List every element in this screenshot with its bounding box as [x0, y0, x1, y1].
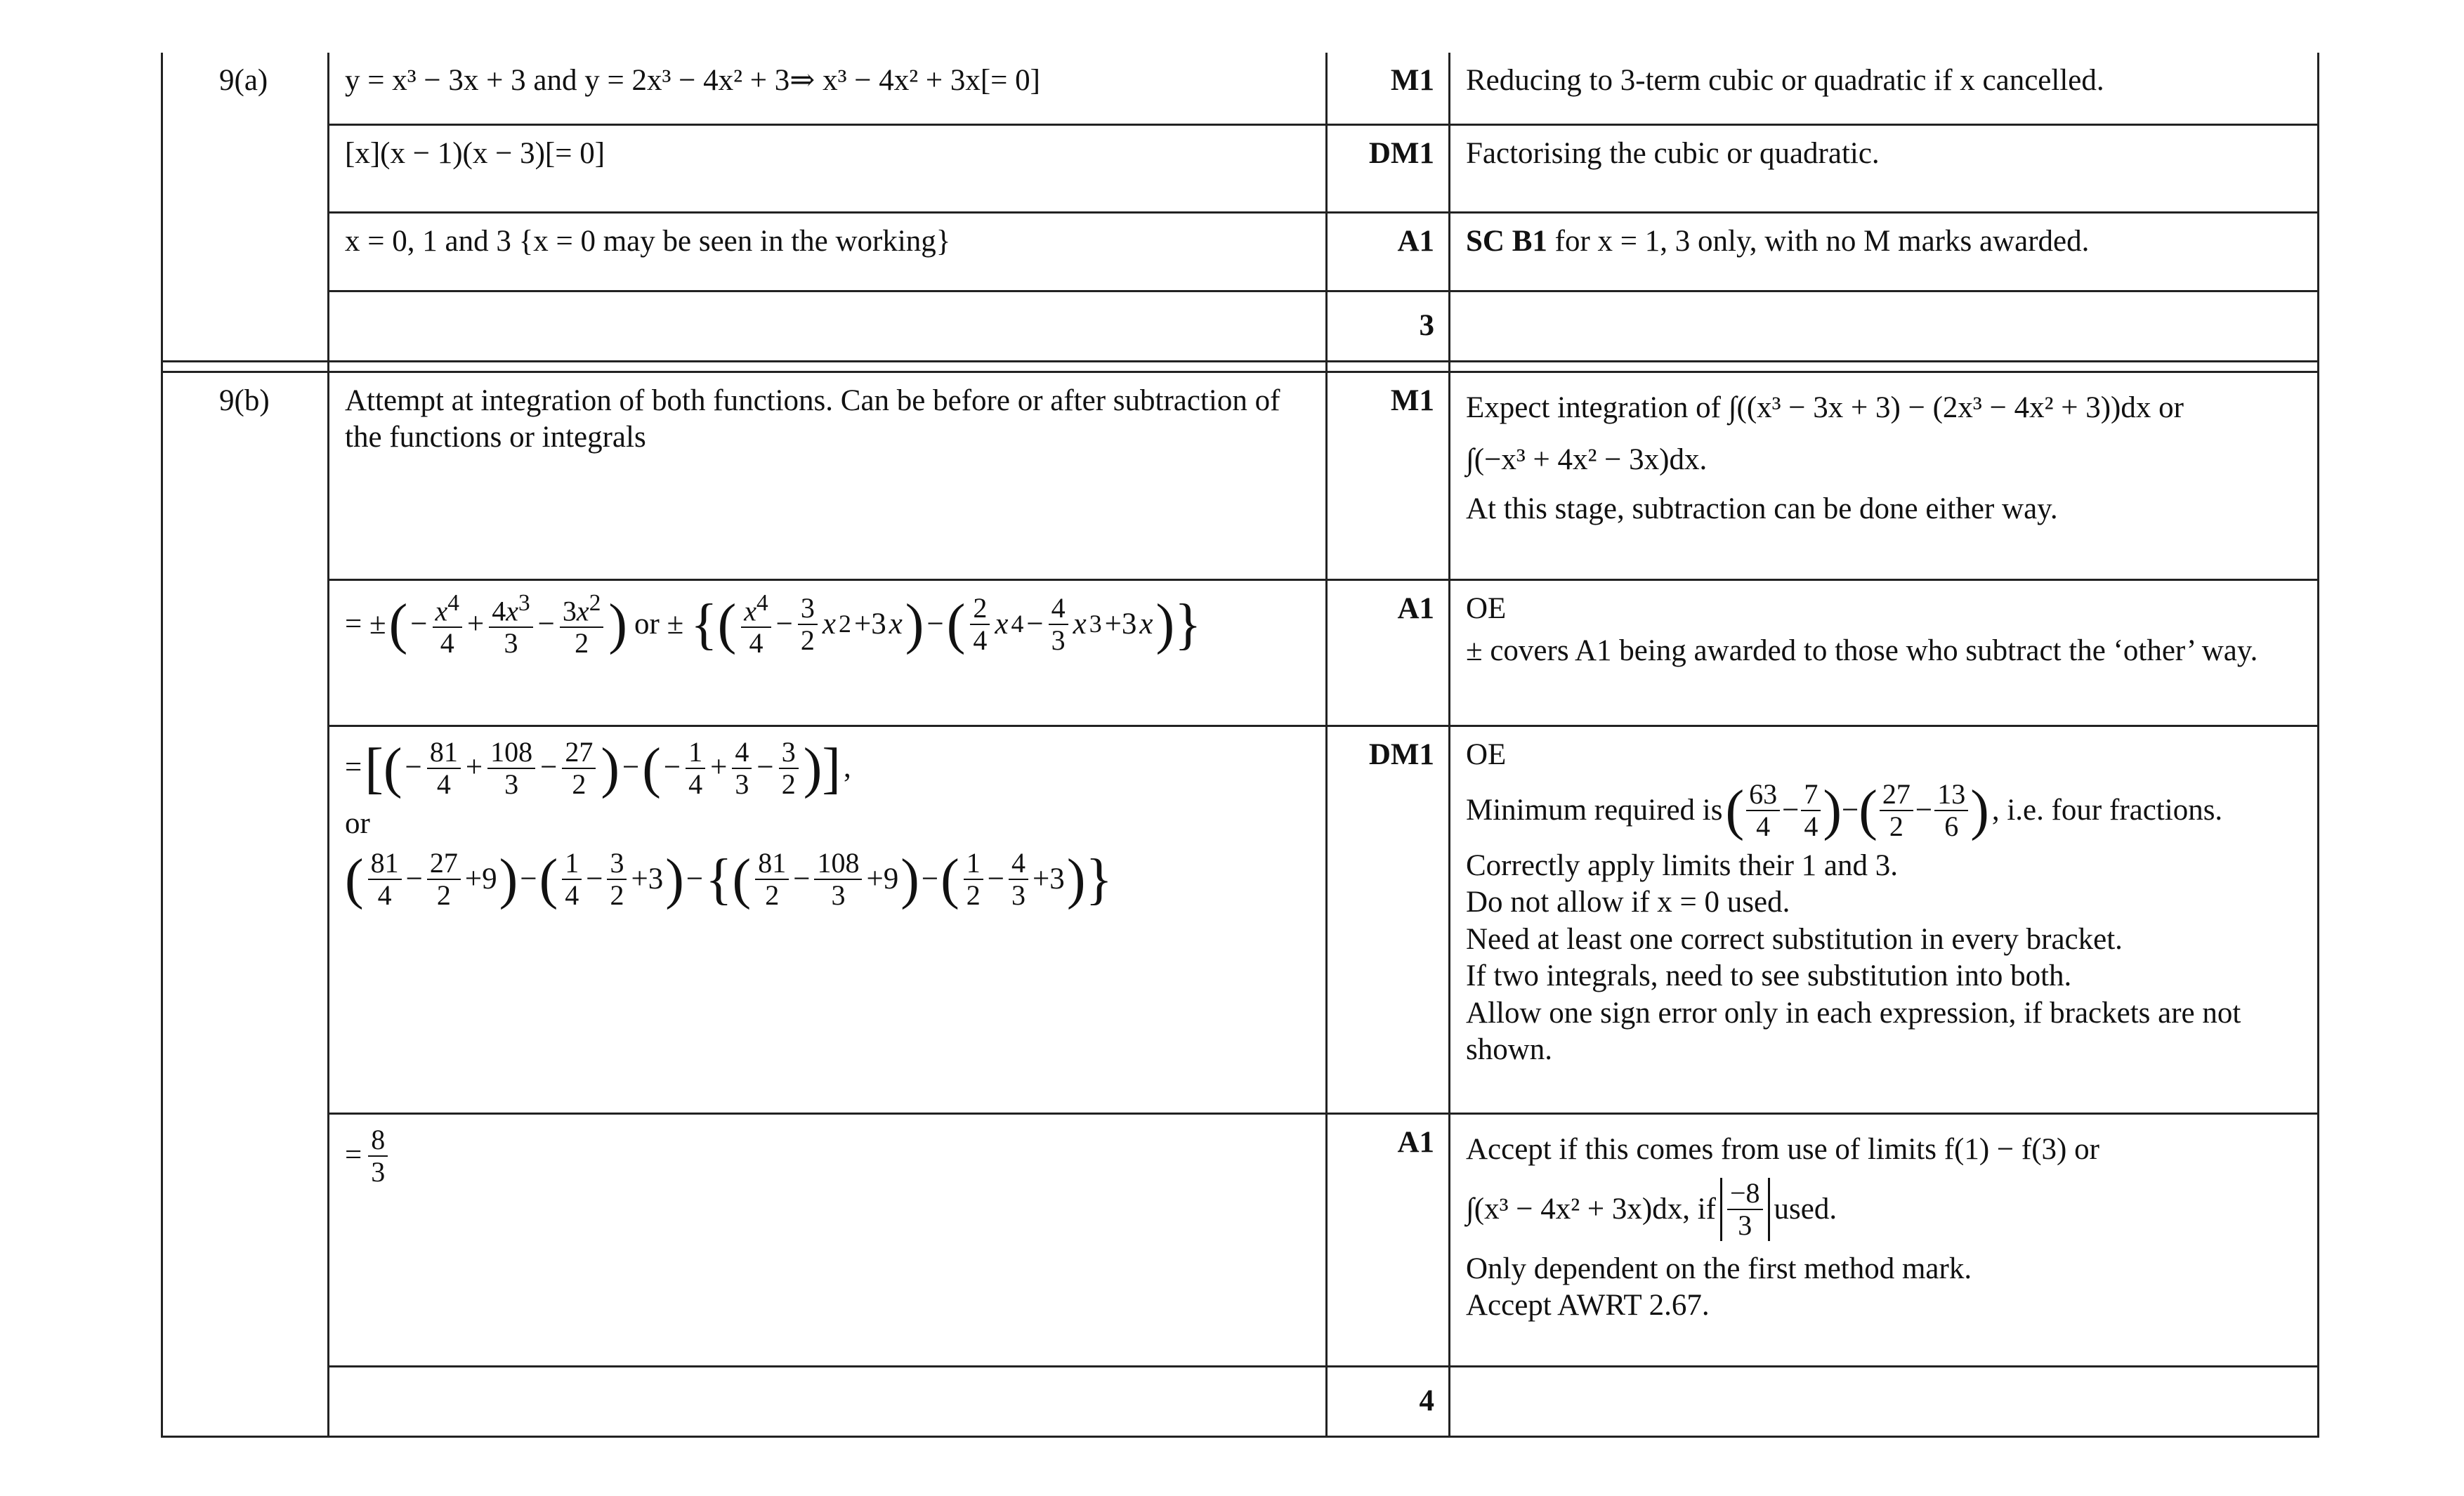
- guidance-cell: [1450, 212, 2319, 291]
- guidance-text: Allow one sign error only in each expression, if brackets are not shown.: [1466, 996, 2241, 1067]
- table-row: [162, 124, 2319, 212]
- guidance-cell: [1450, 579, 2319, 726]
- mark-cell: DM1: [1327, 726, 1450, 1113]
- answer-cell: x = 0, 1 and 3 {x = 0 may be seen in the working}: [329, 212, 1327, 291]
- question-number: 9(b): [162, 372, 329, 1436]
- guidance-text: Expect integration of: [1466, 391, 1721, 424]
- mark-cell: A1: [1327, 212, 1450, 291]
- guidance-cell: [1450, 372, 2319, 579]
- or-text: or: [2158, 391, 2184, 424]
- mark-cell: A1: [1327, 579, 1450, 726]
- special-case-text: for x = 1, 3 only, with no M marks awarded.: [1554, 224, 2090, 258]
- section-separator: [162, 361, 2319, 372]
- equation-y2: y = 2x³ − 4x² + 3: [584, 64, 790, 97]
- table-row-total: [162, 1366, 2319, 1436]
- table-row: [162, 53, 2319, 124]
- guidance-text: ± covers A1 being awarded to those who subtract the ‘other’ way.: [1466, 634, 2258, 667]
- special-case-label: SC B1: [1466, 224, 1547, 258]
- guidance-text: Correctly apply limits their 1 and 3.: [1466, 848, 1899, 882]
- mark-cell: M1: [1327, 372, 1450, 579]
- guidance-text: Do not allow if x = 0 used.: [1466, 886, 1790, 919]
- guidance-cell: [1450, 291, 2319, 361]
- mark-cell: A1: [1327, 1113, 1450, 1366]
- answer-cell: [329, 124, 1327, 212]
- question-number: 9(a): [162, 53, 329, 361]
- answer-cell: [329, 1113, 1327, 1366]
- answer-cell: Attempt at integration of both functions. Can be before or after subtraction of the functions or integrals: [329, 372, 1327, 579]
- guidance-cell: Reducing to 3-term cubic or quadratic if x cancelled.: [1450, 53, 2319, 124]
- total-mark: 4: [1327, 1366, 1450, 1436]
- integral-expression: ∫(x³ − 4x² + 3x)dx, if: [1466, 1192, 1716, 1226]
- guidance-cell: OE Minimum required is ( $\frac{63}{4}$ − $\frac{7}{4}$ ) − ( $\frac{27}{2}$ − $\frac{13}{6}$ ) , i.e. four fractions. Correctly apply limits their 1 and 3. Do not allow if x = 0 used. Need at least one correct substitution in every bracket. If two integrals, need to see substitution into both. Allow one sign error only in each expression, if brackets are not shown.: [1450, 726, 2319, 1113]
- answer-cell: [329, 291, 1327, 361]
- guidance-text: OE: [1466, 737, 1507, 771]
- equals-sign: =: [345, 1139, 362, 1172]
- table-row: [162, 579, 2319, 726]
- guidance-text: OE: [1466, 591, 1507, 625]
- answer-cell: [329, 1366, 1327, 1436]
- final-answer-fraction: $\frac{8}{3}$: [368, 1124, 388, 1188]
- plus-minus-prefix: = ±: [345, 607, 386, 641]
- and-text: and: [533, 64, 577, 97]
- table-row: [162, 212, 2319, 291]
- guidance-text: Accept AWRT 2.67.: [1466, 1289, 1710, 1323]
- equation-reduced: ⇒ x³ − 4x² + 3x[= 0]: [789, 64, 1040, 97]
- integral-expression-alt: ∫(−x³ + 4x² − 3x)dx.: [1466, 442, 1708, 476]
- guidance-cell: Factorising the cubic or quadratic.: [1450, 124, 2319, 212]
- guidance-text: Need at least one correct substitution in every bracket.: [1466, 922, 2123, 956]
- guidance-text: Accept if this comes from use of limits f(1) − f(3) or: [1466, 1132, 2099, 1166]
- answer-cell: [329, 53, 1327, 124]
- table-row: [162, 726, 2319, 1113]
- total-mark: 3: [1327, 291, 1450, 361]
- integral-expression: ∫((x³ − 3x + 3) − (2x³ − 4x² + 3))dx: [1728, 391, 2151, 424]
- answer-cell: = ± ( − $\frac{x^4}{4}$ + $\frac{4x^3}{3}$ − $\frac{3x^2}{2}$ ) or ± {( $\frac{x^4}{4}$ − $\frac{3}{2}$ x 2 +3 x ) − ( $\frac{2}{4}$ x 4 − $\frac{4}{3}$ x 3 +3 x )}: [329, 579, 1327, 726]
- table-row: [162, 372, 2319, 579]
- guidance-text: At this stage, subtraction can be done either way.: [1466, 492, 2058, 526]
- answer-cell: = [( − $\frac{81}{4}$ + $\frac{108}{3}$ − $\frac{27}{2}$ ) − ( − $\frac{1}{4}$ + $\frac{4}{3}$ − $\frac{3}{2}$ )] , or ( $\frac{81}{4}$ − $\frac{27}{2}$ +9 ) − ( $\frac{1}{4}$ − $\frac{3}{2}$ +3 ) − {( $\frac{81}{2}$ − $\frac{108}{3}$ +9 ) − ( $\frac{1}{2}$ − $\frac{4}{3}$ +3 )}: [329, 726, 1327, 1113]
- guidance-text: If two integrals, need to see substitution into both.: [1466, 959, 2072, 993]
- guidance-cell: [1450, 1113, 2319, 1366]
- guidance-text: Minimum required is: [1466, 793, 1723, 827]
- equation-y1: y = x³ − 3x + 3: [345, 64, 526, 97]
- factorised-expression: [x](x − 1)(x − 3)[= 0]: [345, 136, 605, 170]
- table-row-total: [162, 291, 2319, 361]
- mark-cell: M1: [1327, 53, 1450, 124]
- guidance-text: used.: [1774, 1192, 1837, 1226]
- table-row: [162, 1113, 2319, 1366]
- guidance-text: Only dependent on the first method mark.: [1466, 1252, 1972, 1285]
- or-text: or ±: [634, 607, 684, 641]
- mark-scheme-table: [161, 53, 2319, 1438]
- absolute-value-fraction: $\frac{-8}{3}$: [1727, 1178, 1763, 1241]
- or-text: or: [345, 806, 370, 840]
- guidance-text: , i.e. four fractions.: [1991, 793, 2223, 827]
- guidance-cell: [1450, 1366, 2319, 1436]
- mark-cell: DM1: [1327, 124, 1450, 212]
